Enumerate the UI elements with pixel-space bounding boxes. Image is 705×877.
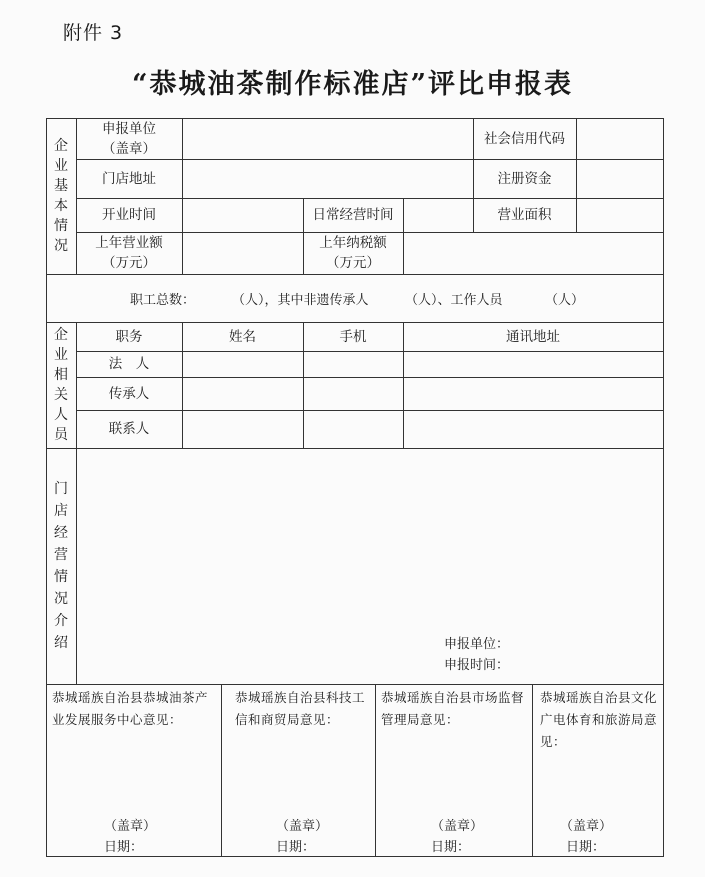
seal-market-bureau: （盖章） <box>431 819 484 834</box>
opening-time-field[interactable] <box>182 198 303 232</box>
opinion-market-bureau: 恭城瑶族自治县市场监督管理局意见： <box>381 690 525 727</box>
store-section-label-text: 门店经营情况介绍 <box>54 481 68 651</box>
role-legal-rep: 法 人 <box>108 356 150 372</box>
role-inheritor: 传承人 <box>108 385 150 402</box>
seal-culture-bureau: （盖章） <box>560 819 613 834</box>
staff-end-label: （人） <box>545 293 585 308</box>
personnel-section-label-text: 企业相关人员 <box>54 327 68 443</box>
business-area-label: 营业面积 <box>497 207 552 223</box>
business-hours-field[interactable] <box>403 198 473 232</box>
opinion-commerce-bureau: 恭城瑶族自治县科技工信和商贸局意见： <box>235 690 366 727</box>
staff-workers-label: （人）、工作人员 <box>405 293 503 308</box>
store-intro-field[interactable] <box>76 448 663 684</box>
revenue-label <box>76 232 182 274</box>
capital-label: 注册资金 <box>497 170 552 187</box>
date-oil-tea-center: 日期： <box>104 840 144 855</box>
opinion-oil-tea-center: 恭城瑶族自治县恭城油茶产业发展服务中心意见： <box>52 690 209 727</box>
seal-oil-tea-center: （盖章） <box>104 819 157 834</box>
opening-time-label: 开业时间 <box>102 207 156 223</box>
header-phone: 手机 <box>339 328 367 345</box>
tax-label <box>303 232 403 274</box>
attachment-label: 附件 3 <box>63 22 124 44</box>
business-hours-label: 日常经营时间 <box>312 207 394 223</box>
applicant-field[interactable] <box>182 118 473 159</box>
application-time-label: 申报时间： <box>444 658 510 673</box>
tax-label-line2: （万元） <box>326 255 380 271</box>
seal-commerce-bureau: （盖章） <box>276 819 329 834</box>
address-field[interactable] <box>182 159 473 198</box>
applicant-label <box>76 118 182 159</box>
page-title: “恭城油茶制作标准店”评比申报表 <box>131 69 574 100</box>
capital-field[interactable] <box>576 159 663 198</box>
company-section-label <box>46 118 76 274</box>
header-position: 职务 <box>115 328 143 345</box>
header-address: 通讯地址 <box>506 328 560 345</box>
applicant-signature-label: 申报单位： <box>444 637 510 652</box>
store-section-label <box>46 448 76 684</box>
company-section-label-text: 企业基本情况 <box>54 138 68 254</box>
opinion-culture-bureau: 恭城瑶族自治县文化广电体育和旅游局意见： <box>540 690 658 749</box>
role-contact: 联系人 <box>108 421 150 437</box>
staff-heritage-label: （人），其中非遗传承人 <box>232 293 369 308</box>
revenue-field[interactable] <box>182 232 303 274</box>
applicant-label-line1: 申报单位 <box>102 120 156 137</box>
business-area-field[interactable] <box>576 198 663 232</box>
revenue-label-line1: 上年营业额 <box>95 235 163 251</box>
header-name: 姓名 <box>229 328 256 345</box>
credit-code-label: 社会信用代码 <box>484 130 565 147</box>
date-commerce-bureau: 日期： <box>276 840 316 855</box>
staff-total-label: 职工总数： <box>130 293 196 308</box>
tax-field[interactable] <box>403 232 663 274</box>
revenue-label-line2: （万元） <box>102 255 156 271</box>
tax-label-line1: 上年纳税额 <box>319 235 387 251</box>
address-label: 门店地址 <box>102 170 156 187</box>
date-market-bureau: 日期： <box>431 840 471 855</box>
personnel-section-label <box>46 322 76 448</box>
applicant-label-line2: （盖章） <box>102 140 156 157</box>
date-culture-bureau: 日期： <box>566 840 606 855</box>
credit-code-field[interactable] <box>576 118 663 159</box>
